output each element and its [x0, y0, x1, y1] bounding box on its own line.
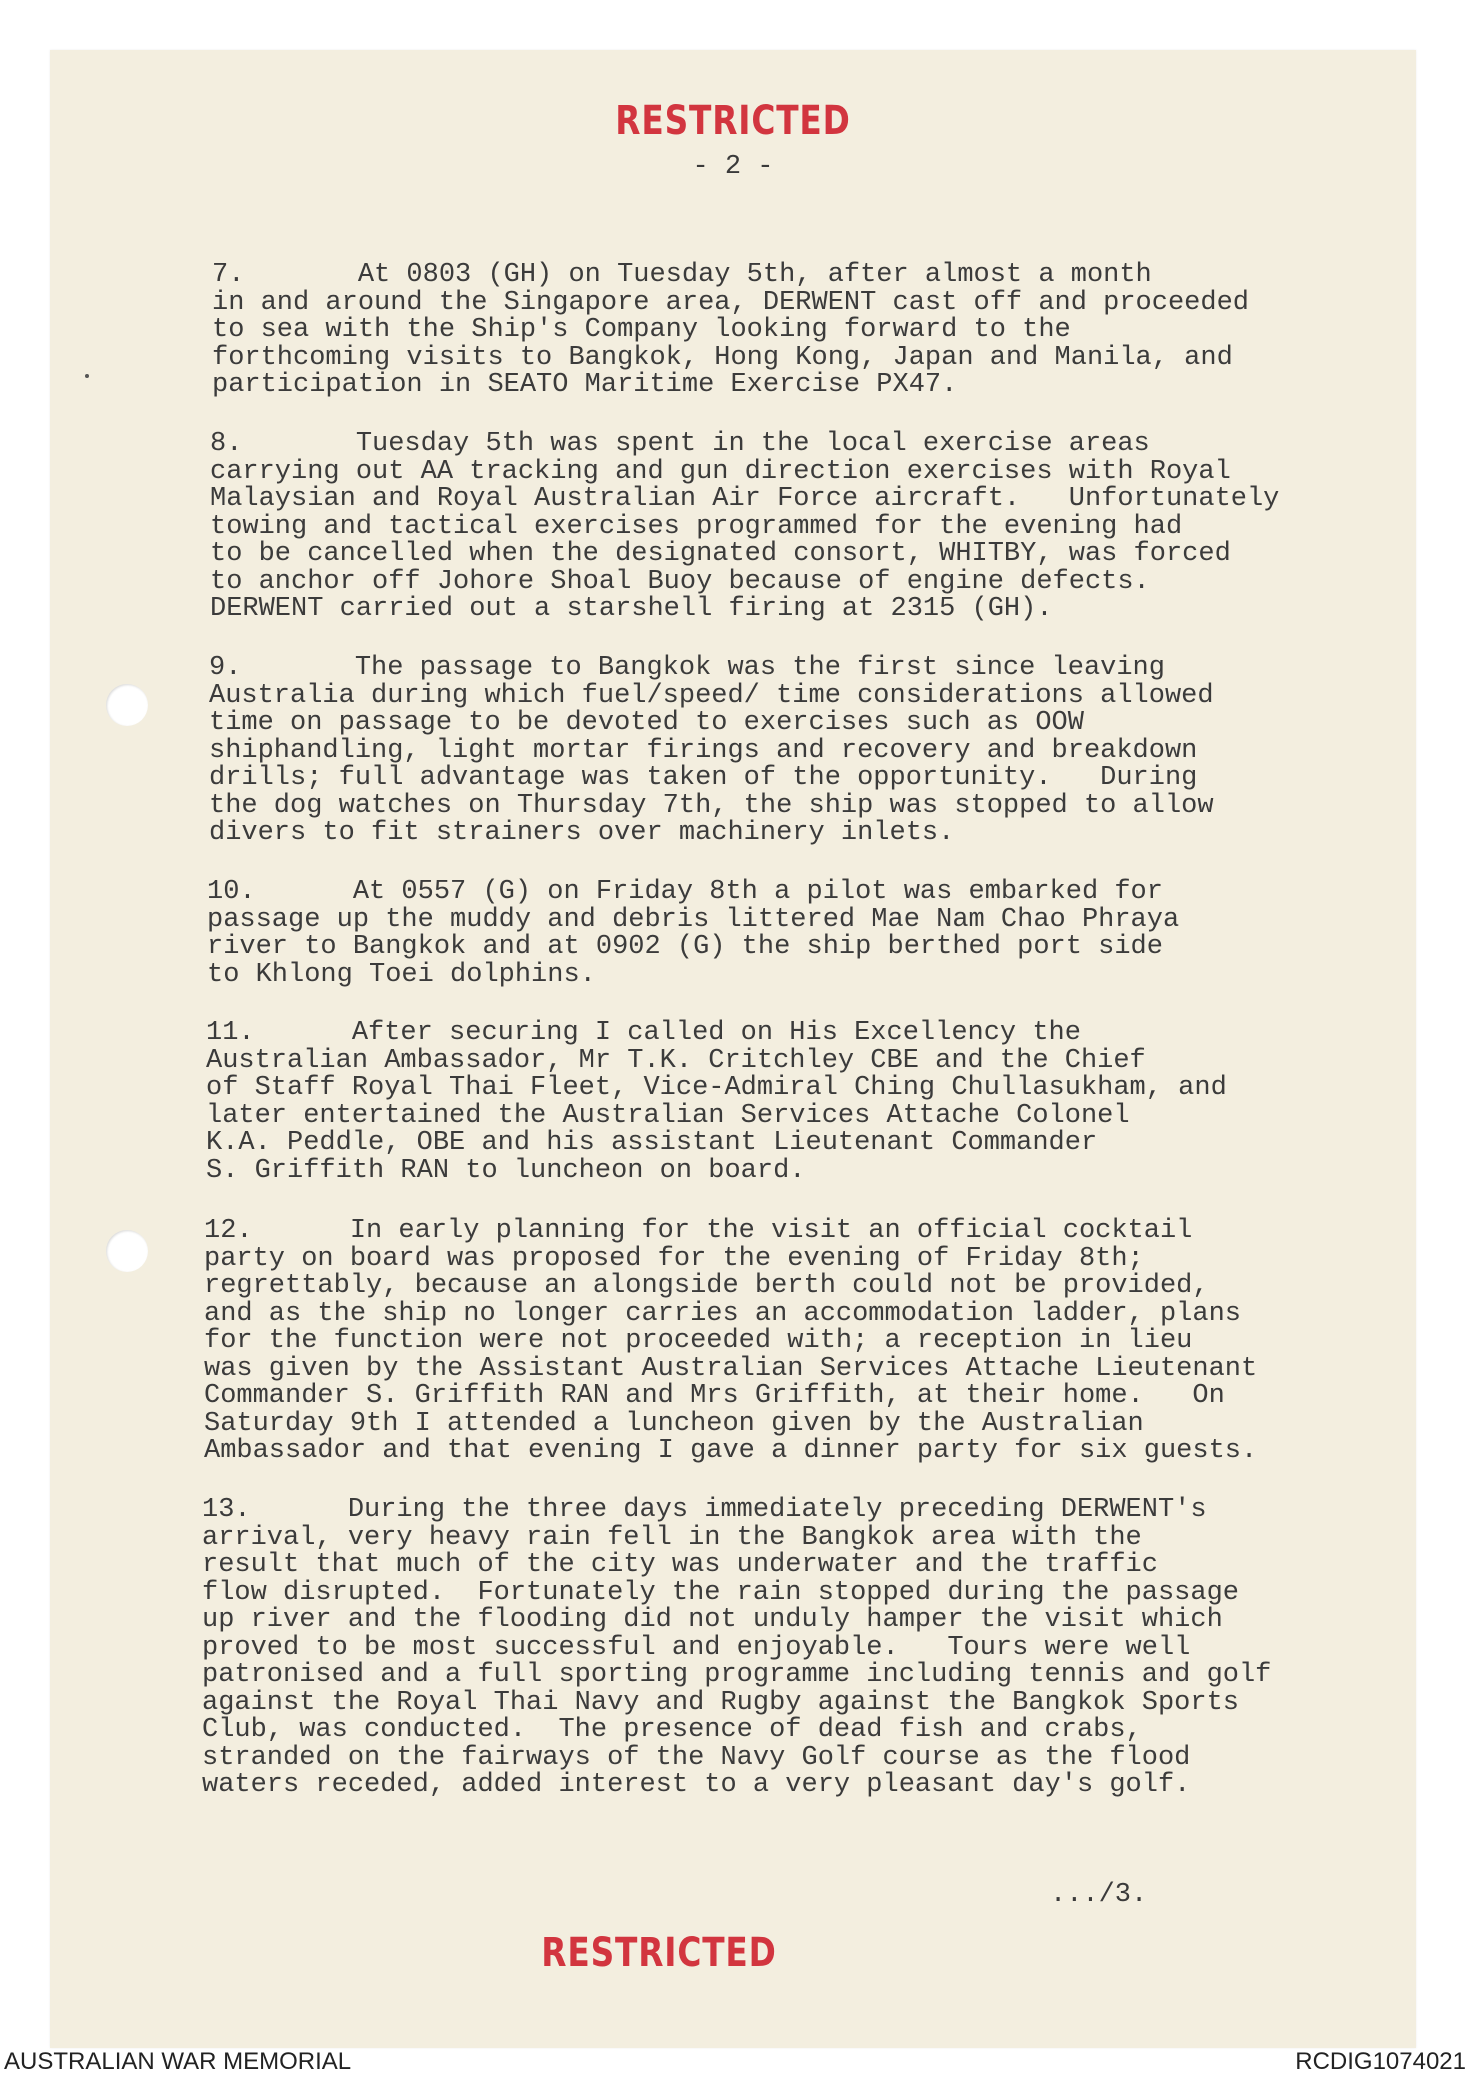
paragraph-7: 7. At 0803 (GH) on Tuesday 5th, after almost a month in and around the Singapore area, DERWENT cast off and proceeded to sea with the Ship's Company looking forward to the forthcoming visits to Bangkok, Hong Kong, Japan and Manila, and participation in SEATO Maritime Exercise PX47.: [212, 260, 1249, 400]
document-page: [50, 50, 1416, 2048]
paragraph-9: 9. The passage to Bangkok was the first since leaving Australia during which fuel/speed/ time considerations allowed time on passage to be devoted to exercises such as OOW shiphandling, light mortar firings and recovery and breakdown drills; full advantage was taken of the opportunity. During the dog watches on Thursday 7th, the ship was stopped to allow divers to fit strainers over machinery inlets.: [209, 653, 1214, 848]
paragraph-11: 11. After securing I called on His Excellency the Australian Ambassador, Mr T.K. Critchley CBE and the Chief of Staff Royal Thai Fleet, Vice-Admiral Ching Chullasukham, and later entertained the Australian Services Attache Colonel K.A. Peddle, OBE and his assistant Lieutenant Commander S. Griffith RAN to luncheon on board.: [206, 1018, 1227, 1186]
restricted-stamp-bottom: RESTRICTED: [541, 1930, 777, 1976]
footer-source: AUSTRALIAN WAR MEMORIAL: [4, 2048, 352, 2075]
page-number: - 2 -: [692, 152, 774, 182]
paragraph-12: 12. In early planning for the visit an official cocktail party on board was proposed for the evening of Friday 8th; regrettably, because an alongside berth could not be provided, and as the ship no longer carries an accommodation ladder, plans for the function were not proceeded with; a reception in lieu was given by the Assistant Australian Services Attache Lieutenant Commander S. Griffith RAN and Mrs Griffith, at their home. On Saturday 9th I attended a luncheon given by the Australian Ambassador and that evening I gave a dinner party for six guests.: [204, 1216, 1258, 1466]
continuation-marker: .../3.: [1050, 1880, 1148, 1910]
paragraph-10: 10. At 0557 (G) on Friday 8th a pilot was embarked for passage up the muddy and debris littered Mae Nam Chao Phraya river to Bangkok and at 0902 (G) the ship berthed port side to Khlong Toei dolphins.: [207, 877, 1180, 990]
footer-reference-id: RCDIG1074021: [1295, 2048, 1466, 2075]
paragraph-13: 13. During the three days immediately preceding DERWENT's arrival, very heavy rain fell in the Bangkok area with the result that much of the city was underwater and the traffic flow disrupted. Fortunately the rain stopped during the passage up river and the flooding did not unduly hamper the visit which proved to be most successful and enjoyable. Tours were well patronised and a full sporting programme including tennis and golf against the Royal Thai Navy and Rugby against the Bangkok Sports Club, was conducted. The presence of dead fish and crabs, stranded on the fairways of the Navy Golf course as the flood waters receded, added interest to a very pleasant day's golf.: [202, 1495, 1272, 1800]
punch-hole-bottom: [106, 1230, 148, 1272]
paragraph-8: 8. Tuesday 5th was spent in the local exercise areas carrying out AA tracking and gun direction exercises with Royal Malaysian and Royal Australian Air Force aircraft. Unfortunately towing and tactical exercises programmed for the evening had to be cancelled when the designated consort, WHITBY, was forced to anchor off Johore Shoal Buoy because of engine defects. DERWENT carried out a starshell firing at 2315 (GH).: [210, 429, 1280, 624]
paper-speck: [85, 374, 89, 378]
punch-hole-top: [106, 684, 148, 726]
restricted-stamp-top: RESTRICTED: [615, 98, 851, 144]
